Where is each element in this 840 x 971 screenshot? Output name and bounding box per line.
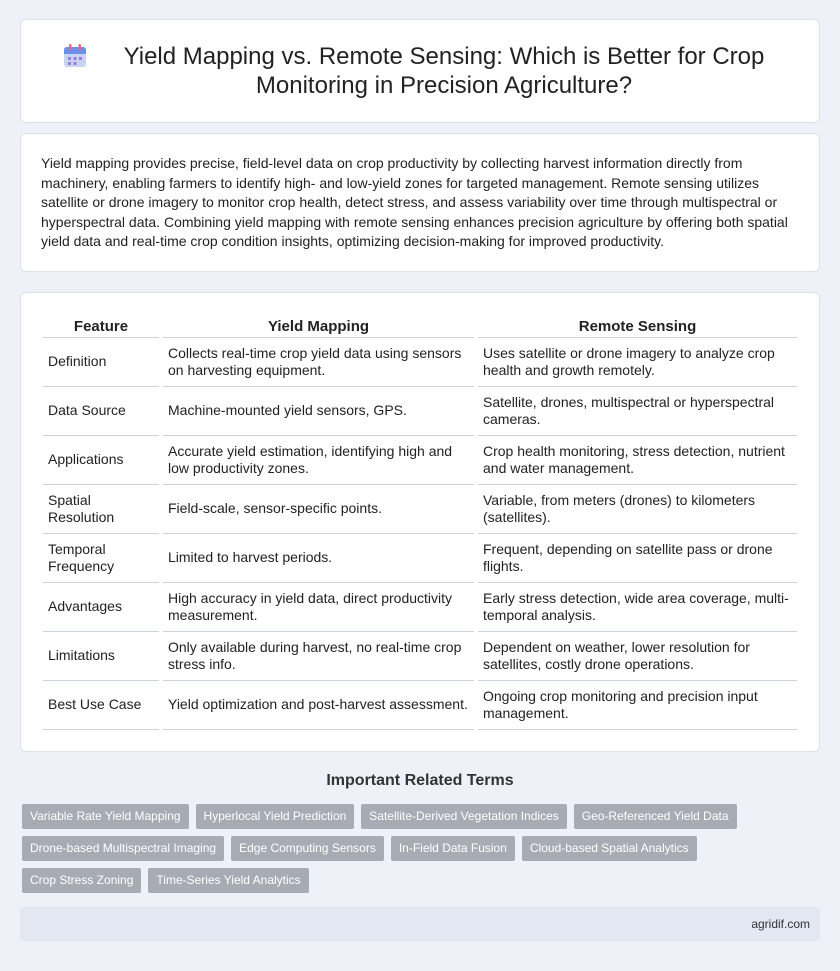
table-row [43,681,797,730]
table-row [43,387,797,436]
feature-cell: Limitations [43,632,159,681]
yield-mapping-cell: Accurate yield estimation, identifying high and low productivity zones. [163,436,474,485]
table-row [43,436,797,485]
comparison-table [39,313,801,730]
feature-cell: Definition [43,338,159,387]
title-wrap [21,20,819,122]
feature-cell: Best Use Case [43,681,159,730]
intro-card [20,133,820,272]
related-term-tag[interactable]: Edge Computing Sensors [231,836,384,861]
remote-sensing-cell: Uses satellite or drone imagery to analyze crop health and growth remotely. [478,338,797,387]
feature-cell: Spatial Resolution [43,485,159,534]
header-yield-mapping: Yield Mapping [163,313,474,338]
feature-cell: Advantages [43,583,159,632]
remote-sensing-cell: Ongoing crop monitoring and precision input management. [478,681,797,730]
yield-mapping-cell: Only available during harvest, no real-time crop stress info. [163,632,474,681]
table-row [43,534,797,583]
feature-cell: Data Source [43,387,159,436]
remote-sensing-cell: Dependent on weather, lower resolution for satellites, costly drone operations. [478,632,797,681]
related-term-tag[interactable]: In-Field Data Fusion [391,836,515,861]
related-term-tag[interactable]: Time-Series Yield Analytics [148,868,308,893]
yield-mapping-cell: High accuracy in yield data, direct productivity measurement. [163,583,474,632]
header-remote-sensing: Remote Sensing [478,313,797,338]
related-term-tag[interactable]: Satellite-Derived Vegetation Indices [361,804,566,829]
yield-mapping-cell: Yield optimization and post-harvest assessment. [163,681,474,730]
title-card [20,19,820,123]
remote-sensing-cell: Variable, from meters (drones) to kilometers (satellites). [478,485,797,534]
header-feature: Feature [43,313,159,338]
related-terms-list [22,804,822,900]
related-term-tag[interactable]: Geo-Referenced Yield Data [574,804,737,829]
table-header-row [43,313,797,338]
table-row [43,338,797,387]
footer [20,907,820,941]
related-term-tag[interactable]: Cloud-based Spatial Analytics [522,836,697,861]
related-term-tag[interactable]: Crop Stress Zoning [22,868,141,893]
feature-cell: Temporal Frequency [43,534,159,583]
yield-mapping-cell: Field-scale, sensor-specific points. [163,485,474,534]
table-row [43,632,797,681]
table-row [43,583,797,632]
related-term-tag[interactable]: Drone-based Multispectral Imaging [22,836,224,861]
remote-sensing-cell: Satellite, drones, multispectral or hyperspectral cameras. [478,387,797,436]
comparison-table-card [20,292,820,752]
remote-sensing-cell: Frequent, depending on satellite pass or drone flights. [478,534,797,583]
related-term-tag[interactable]: Variable Rate Yield Mapping [22,804,189,829]
remote-sensing-cell: Crop health monitoring, stress detection, nutrient and water management. [478,436,797,485]
table-row [43,485,797,534]
remote-sensing-cell: Early stress detection, wide area coverage, multi-temporal analysis. [478,583,797,632]
calendar-icon [61,42,89,70]
intro-paragraph: Yield mapping provides precise, field-level data on crop productivity by collecting harvest information directly from machinery, enabling farmers to identify high- and low-yield zones for targeted management. Remote sensing utilizes satellite or drone imagery to monitor crop health, detect stress, and assess variability over time through multispectral or hyperspectral data. Combining yield mapping with remote sensing enhances precision agriculture by offering both spatial yield data and real-time crop condition insights, optimizing decision-making for improved productivity. [41,155,788,249]
yield-mapping-cell: Collects real-time crop yield data using sensors on harvesting equipment. [163,338,474,387]
related-term-tag[interactable]: Hyperlocal Yield Prediction [196,804,355,829]
footer-site-link[interactable]: agridif.com [751,917,810,931]
feature-cell: Applications [43,436,159,485]
related-terms-title: Important Related Terms [326,772,514,789]
yield-mapping-cell: Machine-mounted yield sensors, GPS. [163,387,474,436]
page-title: Yield Mapping vs. Remote Sensing: Which is Better for Crop Monitoring in Precision Agriculture? [123,43,765,99]
yield-mapping-cell: Limited to harvest periods. [163,534,474,583]
